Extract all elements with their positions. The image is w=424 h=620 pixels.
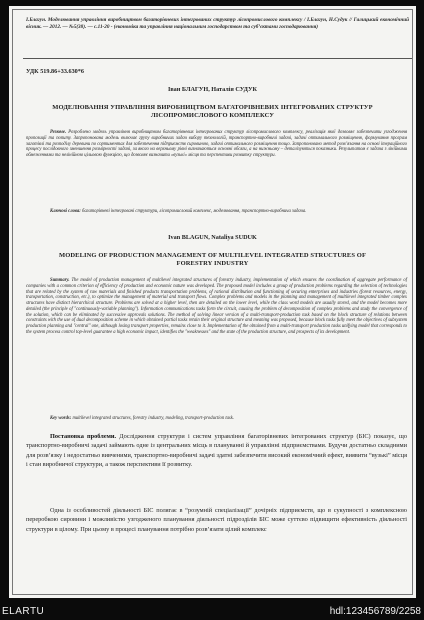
- ua-keywords-label: Ключові слова:: [50, 209, 81, 214]
- en-keywords-label: Key words:: [50, 416, 72, 421]
- en-abstract: [26, 278, 407, 336]
- body-paragraph-1: [26, 432, 407, 470]
- ua-keywords: [26, 209, 407, 215]
- ua-title: МОДЕЛЮВАННЯ УПРАВЛІННЯ ВИРОБНИЦТВОМ БАГАТОРІВНЕВИХ ІНТЕГРОВАНИХ СТРУКТУР ЛІСОПРОМИСЛОВОГО КОМПЛЕКСУ: [52, 104, 373, 119]
- handle-id: hdl:123456789/2258: [329, 606, 421, 617]
- ua-keywords-text: багаторівневі інтегровані структури, лісопромисловий комплекс, моделювання, транспортно-виробнича задача.: [81, 209, 307, 214]
- body-paragraph-1-text: Дослідження структури і систем управління багаторівневих інтегрованих структур (БІС) показує, що транспортно-виробничі задачі займають одне із центральних місць в плануванні й управлінні підприємствами. Будучи достатньо складними для розв’язку і недостатньо вивченими, транспортно-виробничі задачі здатні забезпечити високий економічний ефект, виявити “вузькі” місця і стан виробничої структури, а також перспективи її розвитку.: [26, 433, 407, 469]
- ua-abstract: [26, 130, 407, 159]
- header-divider: [23, 58, 412, 59]
- citation-header: І.Благун. Моделювання управління виробництвом багаторівневих інтегрованих структур лісопромислового комплексу / І.Благун, Н.Судук // Галицький економічний вісник. — 2012. — №5(38). — с.11-20 - (економіка та управління національним господарством та суб’єктами господарювання): [26, 17, 409, 30]
- en-abstract-label: Summary.: [50, 278, 70, 283]
- udc-code: УДК 519.86+33.630*6: [26, 68, 84, 75]
- en-abstract-text: The model of production management of multilevel integrated structures of forestry industry, implementation of which ensures the coordination of aggregate performance of companies with a common criterion of efficiency of production and economic nature was developed. The proposed model includes a group of production problems regarding the selection of technologies that are related by the system of raw materials and finished products transportation problems, of rational distribution and functioning of securing enterprises and industries (forest resources, energy, transportation, construction, etc.), to optimize the management of material and transport flows. Complex problems and models in the planning and management of multilevel integrated timber complex structures have distinct hierarchical structure. Problems are solved at a higher level, then are detailed on the lower level, while the class word models are usually stored, and the model becomes more detailed (the principle of "continuously-variable planning"). Information communications tasks form the circuit, causing the problem of decomposition of complex problems and study the convergence of the solution, which can be eliminated by successive approvals solutions. The method of solving linear version of a multi-transport-production task based on the block structure of relations between constraints with the use of dual decomposition scheme in which obtained partial tasks retain their original structure and meaning was proposed, because block tasks fully meet the objectives of subsystem production planning and "central" one, although losing transport properties, remains close to it. Implementation of the obtained from a multi-transport production tasks unifying model that corresponds to the system process control top-level guarantee a high economic impact, identifies the "weaknesses" and the state of the production structure, and prospects of its development.: [26, 278, 407, 335]
- en-keywords-text: multilevel integrated structures, forestry industry, modeling, transport-production task.: [72, 416, 234, 421]
- repository-label: ELARTU: [2, 606, 45, 617]
- en-authors: Ivan BLAGUN, Nataliya SUDUK: [168, 234, 257, 241]
- en-keywords: [26, 416, 407, 422]
- body-paragraph-2: Одна із особливостей діяльності БІС полягає в “розумній спеціалізації” дочірніх підприємств, що в сукупності з комплексною переробкою сировини і можливістю узгодженого планування діяльності підрозділів БІС може суттєво підвищити ефективність діяльності структури в цілому. При цьому в процесі планування потрібно розв’язати цілий комплекс: [26, 507, 407, 533]
- section-heading-problem: Постановка проблеми.: [50, 433, 117, 440]
- en-title: MODELING OF PRODUCTION MANAGEMENT OF MULTILEVEL INTEGRATED STRUCTURES OF FORESTRY INDUSTRY: [58, 252, 367, 267]
- ua-authors: Іван БЛАГУН, Наталія СУДУК: [167, 86, 258, 93]
- ua-abstract-text: Розроблено модель управління виробництвом багаторівневих інтегрованих структур лісопромислового комплексу, реалізація якої дозволяє забезпечити узгодження пропозиції та попиту. Запропонована модель включає групу виробничих задач вибору технологій, транспортно-виробничі задачі, задачі оптимального розміщення, формування програм заготівлі та розподілу деревини по сортиментах для забезпечення підприємств сировиною, задачі оптимального розміщення тощо. Запропоновано метод розв’язання на основі ітераційного процесу послідовного зменшення розмірності задачі, за якого на верхньому рівні визначаються основні обсяги, а на нижньому – деталізуються показники. Результатом є задача з лінійними обмеженнями та нелінійною цільовою функцією, що дозволяє визначити «вузькі» місця та перспективи розвитку структури.: [26, 130, 407, 158]
- ua-abstract-label: Резюме.: [50, 130, 67, 135]
- document-page: [9, 6, 416, 598]
